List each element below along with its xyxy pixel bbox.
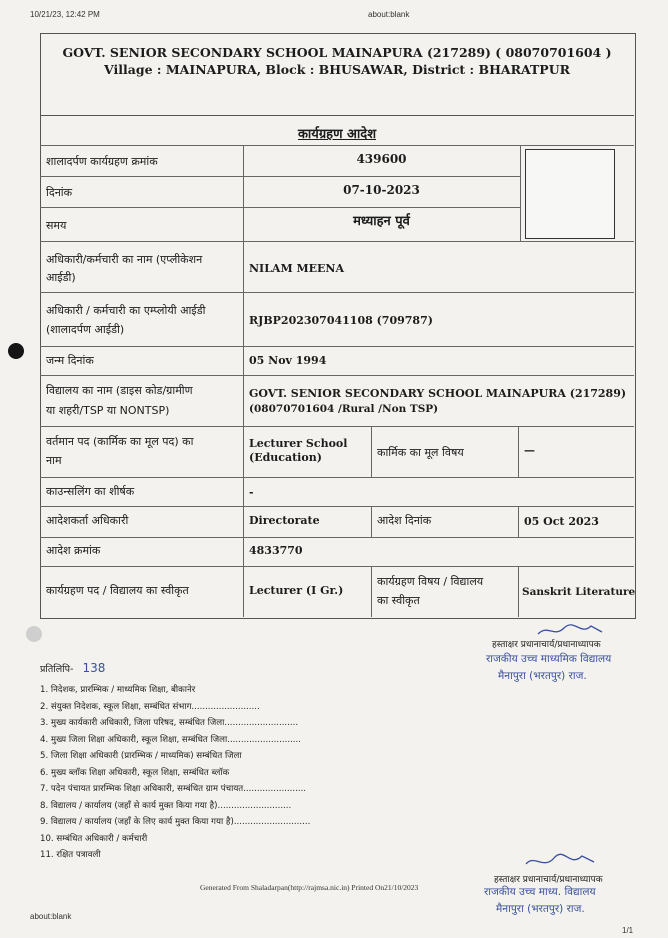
print-datetime: 10/21/23, 12:42 PM bbox=[30, 10, 100, 19]
signature2-stamp-line1: राजकीय उच्च माध्य. विद्यालय bbox=[484, 886, 596, 898]
value-employee-id: RJBP202307041108 (709787) bbox=[249, 314, 433, 327]
copy-list-item: 10. सम्बंधित अधिकारी / कर्मचारी bbox=[40, 833, 148, 844]
copy-list-item: 2. संयुक्त निदेशक, स्कूल शिक्षा, सम्बंधित संभाग......................... bbox=[40, 701, 260, 712]
value-order-date: 05 Oct 2023 bbox=[524, 515, 599, 528]
label-original-subject: कार्मिक का मूल विषय bbox=[377, 446, 464, 459]
label-authority: आदेशकर्ता अधिकारी bbox=[46, 514, 129, 527]
order-heading bbox=[40, 124, 634, 142]
copy-list-item: 1. निदेशक, प्रारम्भिक / माध्यमिक शिक्षा, बीकानेर bbox=[40, 685, 196, 695]
print-page-number: 1/1 bbox=[622, 926, 634, 935]
label-post-line1: वर्तमान पद (कार्मिक का मूल पद) का bbox=[46, 435, 194, 448]
label-date: दिनांक bbox=[46, 186, 73, 199]
value-dob: 05 Nov 1994 bbox=[249, 354, 327, 367]
signature1-stamp-line1: राजकीय उच्च माध्यमिक विद्यालय bbox=[486, 653, 612, 665]
value-post-line1: Lecturer School bbox=[249, 437, 348, 450]
label-joining-post: कार्यग्रहण पद / विद्यालय का स्वीकृत bbox=[46, 584, 189, 597]
school-address: Village : MAINAPURA, Block : BHUSAWAR, District : BHARATPUR bbox=[104, 62, 570, 77]
copy-list-item: 6. मुख्य ब्लॉक शिक्षा अधिकारी, स्कूल शिक्षा, सम्बंधित ब्लॉक bbox=[40, 767, 230, 778]
value-joining-post: Lecturer (I Gr.) bbox=[249, 584, 344, 597]
punch-hole-bottom bbox=[26, 626, 42, 642]
copy-list-item: 9. विद्यालय / कार्यालय (जहाँ के लिए कार्य मुक्त किया गया है)............................ bbox=[40, 817, 311, 827]
value-joining-subject: Sanskrit Literature bbox=[522, 586, 636, 598]
label-employee-id-line2: (शालादर्पण आईडी) bbox=[46, 323, 125, 336]
generated-note: Generated From Shaladarpan(http://rajmsa.nic.in) Printed On21/10/2023 bbox=[200, 883, 419, 892]
school-name-title: GOVT. SENIOR SECONDARY SCHOOL MAINAPURA (217289) ( 08070701604 ) bbox=[62, 45, 612, 60]
label-counselling: काउन्सलिंग का शीर्षक bbox=[46, 485, 135, 498]
copy-list-item: 3. मुख्य कार्यकारी अधिकारी, जिला परिषद, सम्बंधित जिला........................... bbox=[40, 718, 299, 728]
label-employee-id-line1: अधिकारी / कर्मचारी का एम्प्लोयी आईडी bbox=[46, 304, 206, 317]
value-school-line1: GOVT. SENIOR SECONDARY SCHOOL MAINAPURA (217289) bbox=[249, 387, 627, 400]
copy-list-label bbox=[40, 661, 105, 675]
label-name-line2: आईडी) bbox=[46, 271, 76, 284]
label-joining-subject-line1: कार्यग्रहण विषय / विद्यालय bbox=[377, 575, 484, 588]
value-date: 07-10-2023 bbox=[343, 183, 420, 197]
copy-list-item: 7. पदेन पंचायत प्रारम्भिक शिक्षा अधिकारी, सम्बंधित ग्राम पंचायत....................... bbox=[40, 784, 307, 794]
print-footer-url: about:blank bbox=[30, 912, 72, 921]
value-order-no: 439600 bbox=[356, 152, 407, 166]
label-school-line2: या शहरी/TSP या NONTSP) bbox=[46, 404, 170, 417]
label-dob: जन्म दिनांक bbox=[46, 354, 94, 367]
copy-list-number: 138 bbox=[82, 661, 106, 675]
label-order-date: आदेश दिनांक bbox=[377, 514, 432, 527]
label-name-line1: अधिकारी/कर्मचारी का नाम (एप्लीकेशन bbox=[46, 253, 203, 266]
value-post-line2: (Education) bbox=[249, 451, 322, 464]
label-time: समय bbox=[46, 219, 67, 232]
print-tab-title: about:blank bbox=[368, 10, 410, 19]
copy-list-prefix: प्रतिलिपि- bbox=[40, 664, 74, 675]
label-school-line1: विद्यालय का नाम (डाइस कोड/ग्रामीण bbox=[46, 384, 193, 397]
copy-list-item: 8. विद्यालय / कार्यालय (जहाँ से कार्य मुक्त किया गया है)........................... bbox=[40, 800, 292, 811]
value-time: मध्याहन पूर्व bbox=[353, 214, 410, 229]
copy-list-item: 4. मुख्य जिला शिक्षा अधिकारी, स्कूल शिक्षा, सम्बंधित जिला........................... bbox=[40, 734, 301, 745]
copy-list-item: 5. जिला शिक्षा अधिकारी (प्रारम्भिक / माध्यमिक) सम्बंधित जिला bbox=[40, 751, 242, 761]
value-school-line2: (08070701604 /Rural /Non TSP) bbox=[249, 403, 439, 415]
value-original-subject: — bbox=[524, 444, 535, 457]
copy-list-item: 11. रक्षित पत्रावली bbox=[40, 850, 101, 860]
signature2-printed: हस्ताक्षर प्रधानाचार्य/प्रधानाध्यापक bbox=[494, 875, 603, 885]
value-authority: Directorate bbox=[249, 514, 320, 527]
label-order-number: आदेश क्रमांक bbox=[46, 544, 101, 557]
value-name: NILAM MEENA bbox=[249, 262, 345, 275]
signature1-stamp-line2: मैनापुरा (भरतपुर) राज. bbox=[498, 670, 587, 682]
signature2-stamp-line2: मैनापुरा (भरतपुर) राज. bbox=[496, 903, 585, 915]
label-joining-subject-line2: का स्वीकृत bbox=[377, 594, 420, 607]
value-order-number: 4833770 bbox=[249, 544, 303, 557]
label-order-no: शालादर्पण कार्यग्रहण क्रमांक bbox=[46, 155, 158, 168]
label-post-line2: नाम bbox=[46, 454, 62, 467]
photo-box bbox=[525, 149, 615, 239]
order-heading-text: कार्यग्रहण आदेश bbox=[297, 127, 377, 142]
signature-scribble-2-icon bbox=[524, 852, 596, 872]
punch-hole-top bbox=[8, 343, 24, 359]
value-counselling: - bbox=[249, 486, 254, 499]
signature1-printed: हस्ताक्षर प्रधानाचार्य/प्रधानाध्यापक bbox=[492, 640, 601, 650]
